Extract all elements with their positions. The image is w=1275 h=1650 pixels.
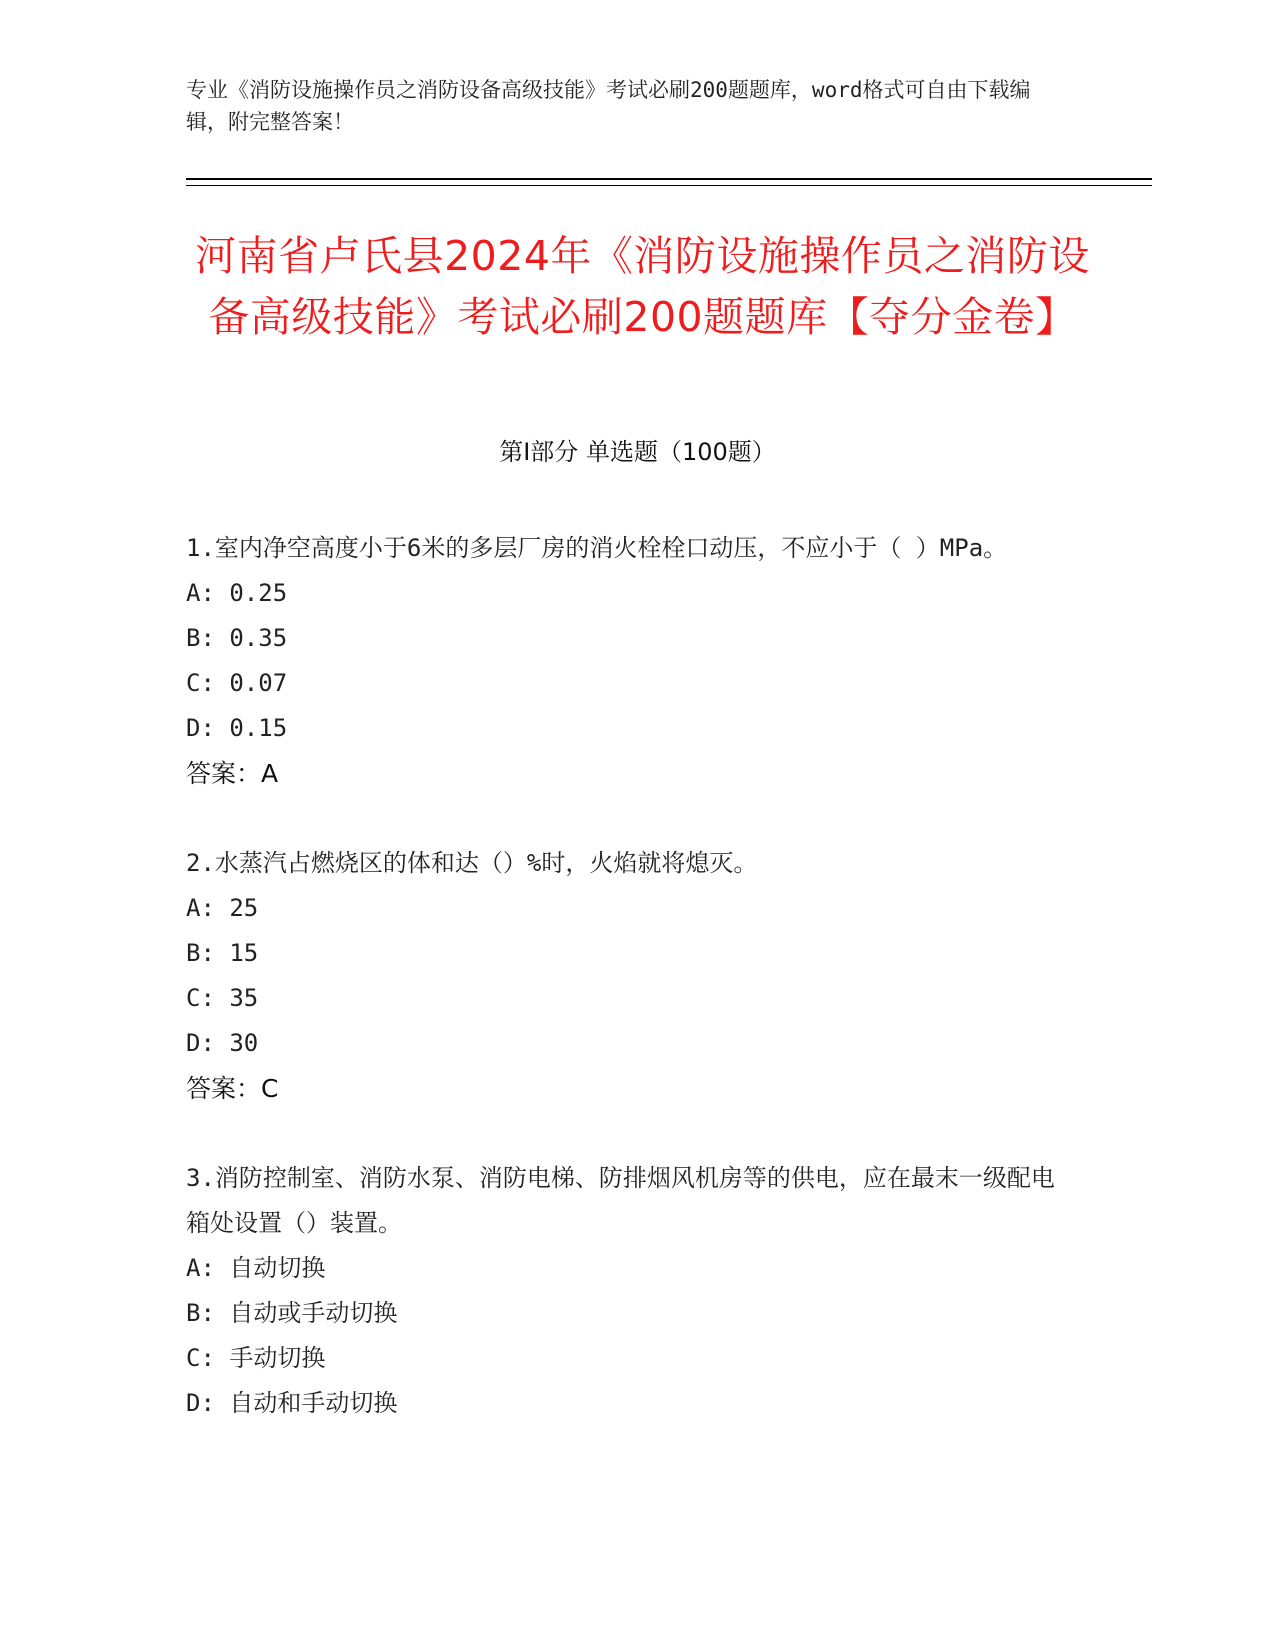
answer: 答案：A — [186, 759, 279, 788]
section-title: 第Ⅰ部分 单选题（100题） — [499, 438, 776, 466]
question-3 — [186, 1156, 1066, 1426]
answer: 答案：C — [186, 1074, 279, 1103]
question-2 — [186, 841, 1066, 1111]
option-b: B: 0.35 — [186, 624, 288, 652]
question-1 — [186, 526, 1066, 796]
option-b: B: 自动或手动切换 — [186, 1299, 398, 1327]
question-list — [186, 526, 1066, 1471]
header-rule-thick — [186, 178, 1152, 180]
question-stem: 3.消防控制室、消防水泵、消防电梯、防排烟风机房等的供电，应在最末一级配电箱处设置（）装置。 — [186, 1164, 1055, 1237]
document-title: 河南省卢氏县2024年《消防设施操作员之消防设备高级技能》考试必刷200题题库【夺分金卷】 — [195, 232, 1090, 341]
option-c: C: 35 — [186, 984, 259, 1012]
question-stem: 2.水蒸汽占燃烧区的体和达（）%时，火焰就将熄灭。 — [186, 849, 758, 877]
option-d: D: 0.15 — [186, 714, 288, 742]
option-c: C: 手动切换 — [186, 1344, 326, 1372]
header-rule-thin — [186, 185, 1152, 186]
option-d: D: 自动和手动切换 — [186, 1389, 398, 1417]
option-a: A: 自动切换 — [186, 1254, 326, 1282]
option-b: B: 15 — [186, 939, 259, 967]
header-note: 专业《消防设施操作员之消防设备高级技能》考试必刷200题题库，word格式可自由下载编辑，附完整答案！ — [186, 78, 1031, 134]
option-d: D: 30 — [186, 1029, 259, 1057]
option-a: A: 0.25 — [186, 579, 288, 607]
question-stem: 1.室内净空高度小于6米的多层厂房的消火栓栓口动压，不应小于（ ）MPa。 — [186, 534, 1008, 562]
option-c: C: 0.07 — [186, 669, 288, 697]
option-a: A: 25 — [186, 894, 259, 922]
